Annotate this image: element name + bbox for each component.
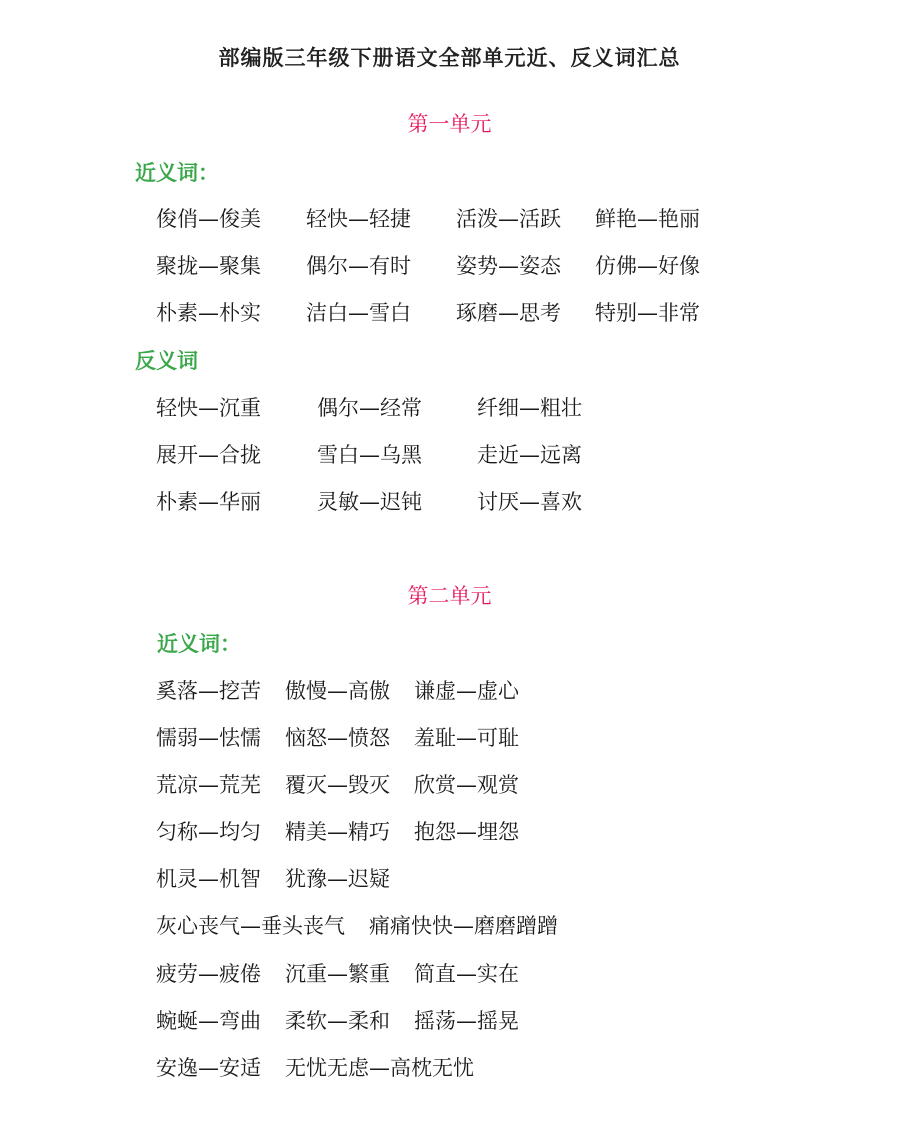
- word-pair: 羞耻—可耻: [414, 726, 519, 750]
- word-pair: 俊俏—俊美: [156, 207, 261, 231]
- word-pair: 犹豫—迟疑: [285, 867, 390, 891]
- word-pair: 安逸—安适: [156, 1056, 261, 1080]
- word-pair: 姿势—姿态: [456, 254, 561, 278]
- word-pair: 走近—远离: [477, 443, 582, 467]
- word-pair: 覆灭—毁灭: [285, 773, 390, 797]
- word-pair: 偶尔—有时: [306, 254, 411, 278]
- word-pair: 鲜艳—艳丽: [595, 207, 700, 231]
- word-pair: 疲劳—疲倦: [156, 962, 261, 986]
- word-pair: 奚落—挖苦: [156, 679, 261, 703]
- word-pair: 蜿蜒—弯曲: [156, 1009, 261, 1033]
- word-pair: 荒凉—荒芜: [156, 773, 261, 797]
- word-pair: 无忧无虑—高枕无忧: [285, 1056, 474, 1080]
- word-pair: 琢磨—思考: [456, 301, 561, 325]
- unit1-synonym-label: 近义词：: [135, 161, 219, 185]
- word-pair: 聚拢—聚集: [156, 254, 261, 278]
- word-pair: 灰心丧气—垂头丧气: [156, 914, 345, 938]
- word-pair: 朴素—朴实: [156, 301, 261, 325]
- word-pair: 洁白—雪白: [306, 301, 411, 325]
- word-pair: 灵敏—迟钝: [317, 490, 422, 514]
- word-pair: 轻快—轻捷: [306, 207, 411, 231]
- word-pair: 讨厌—喜欢: [477, 490, 582, 514]
- word-pair: 活泼—活跃: [456, 207, 561, 231]
- unit1-antonym-row-3: [156, 486, 582, 582]
- word-pair: 纤细—粗壮: [477, 396, 582, 420]
- word-pair: 仿佛—好像: [595, 254, 700, 278]
- word-pair: 展开—合拢: [156, 443, 261, 467]
- word-pair: 简直—实在: [414, 962, 519, 986]
- word-pair: 精美—精巧: [285, 820, 390, 844]
- word-pair: 轻快—沉重: [156, 396, 261, 420]
- word-pair: 抱怨—埋怨: [414, 820, 519, 844]
- unit1-heading: 第一单元: [407, 112, 492, 136]
- word-pair: 懦弱—怯懦: [156, 726, 261, 750]
- unit2-synonym-label: 近义词：: [157, 632, 241, 656]
- word-pair: 谦虚—虚心: [414, 679, 519, 703]
- word-pair: 摇荡—摇晃: [414, 1009, 519, 1033]
- unit1-antonym-label: 反义词: [135, 349, 198, 373]
- word-pair: 机灵—机智: [156, 867, 261, 891]
- word-pair: 特别—非常: [595, 301, 700, 325]
- word-pair: 朴素—华丽: [156, 490, 261, 514]
- word-pair: 痛痛快快—磨磨蹭蹭: [369, 914, 558, 938]
- word-pair: 柔软—柔和: [285, 1009, 390, 1033]
- word-pair: 雪白—乌黑: [317, 443, 422, 467]
- word-pair: 傲慢—高傲: [285, 679, 390, 703]
- unit2-synonym-row-9: [156, 1052, 474, 1124]
- word-pair: 偶尔—经常: [317, 396, 422, 420]
- word-pair: 沉重—繁重: [285, 962, 390, 986]
- word-pair: 恼怒—愤怒: [285, 726, 390, 750]
- word-pair: 欣赏—观赏: [414, 773, 519, 797]
- unit2-heading: 第二单元: [407, 584, 492, 608]
- word-pair: 匀称—均匀: [156, 820, 261, 844]
- page-title: 部编版三年级下册语文全部单元近、反义词汇总: [218, 46, 681, 70]
